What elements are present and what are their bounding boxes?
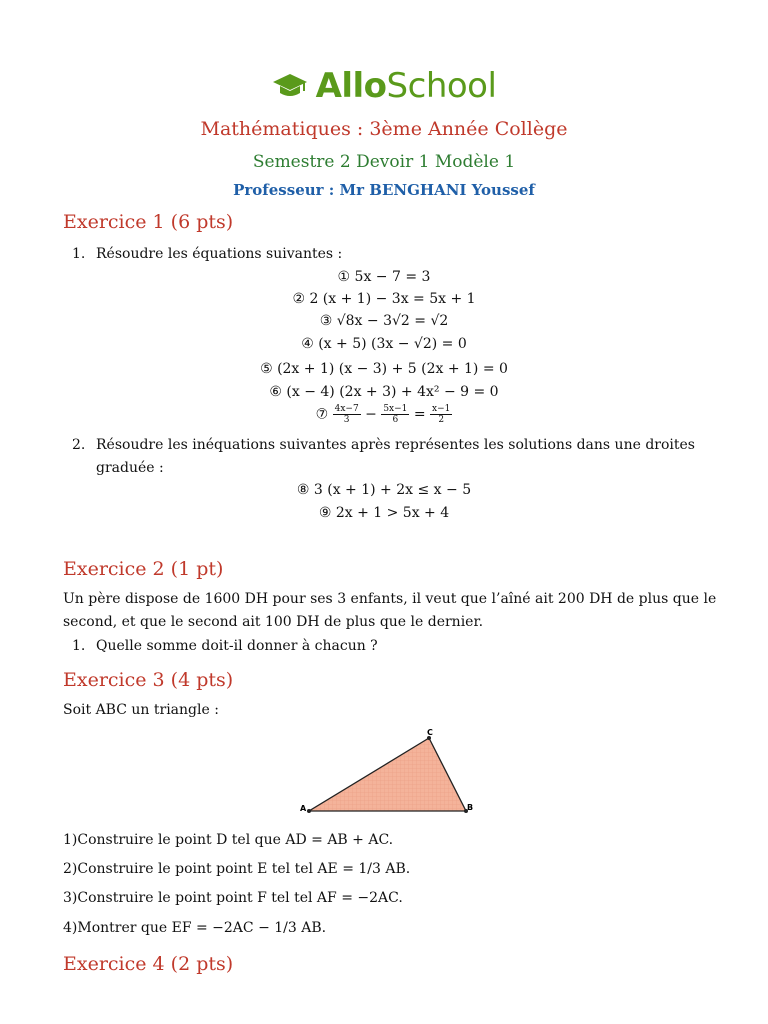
exercise-2-title: Exercice 2 (1 pt) bbox=[63, 558, 224, 580]
exam-subtitle: Semestre 2 Devoir 1 Modèle 1 bbox=[252, 152, 516, 172]
equation-5: ⑤ (2x + 1) (x − 3) + 5 (2x + 1) = 0 bbox=[260, 361, 508, 377]
teacher-name: Professeur : Mr BENGHANI Youssef bbox=[233, 181, 535, 199]
equation-1: ① 5x − 7 = 3 bbox=[337, 269, 431, 285]
logo bbox=[0, 66, 768, 106]
equation-7: ⑦ $\frac{4x-7}{3}$ − $\frac{5x-1}{6}$ = $\frac{x-1}{2}$ bbox=[315, 404, 451, 425]
triangle-abc bbox=[309, 738, 466, 811]
vertex-label-b: B bbox=[467, 803, 474, 812]
ex1-q2-text-line2: graduée : bbox=[96, 460, 164, 476]
exercise-1-title: Exercice 1 (6 pts) bbox=[63, 211, 234, 233]
ex1-q1-text: Résoudre les équations suivantes : bbox=[96, 246, 343, 262]
ex3-q1: 1)Construire le point D tel que AD = AB + AC. bbox=[63, 832, 394, 848]
equation-4: ④ (x + 5) (3x − √2) = 0 bbox=[301, 336, 467, 352]
ex3-q4: 4)Montrer que EF = −2AC − 1/3 AB. bbox=[63, 920, 327, 936]
exercise-3-title: Exercice 3 (4 pts) bbox=[63, 669, 234, 691]
logo-text: AlloSchool bbox=[315, 66, 497, 106]
exercise-4-title: Exercice 4 (2 pts) bbox=[63, 953, 234, 975]
inequation-9: ⑨ 2x + 1 > 5x + 4 bbox=[318, 505, 450, 521]
ex1-q2-text-line1: Résoudre les inéquations suivantes après représentes les solutions dans une droites bbox=[96, 437, 695, 453]
ex2-statement-line2: second, et que le second ait 100 DH de plus que le dernier. bbox=[63, 614, 484, 630]
ex3-intro: Soit ABC un triangle : bbox=[63, 702, 219, 718]
graduation-cap-icon bbox=[272, 72, 308, 100]
ex2-q1-text: Quelle somme doit-il donner à chacun ? bbox=[96, 638, 378, 654]
ex1-q2-number: 2. bbox=[72, 437, 86, 453]
equation-6: ⑥ (x − 4) (2x + 3) + 4x² − 9 = 0 bbox=[269, 384, 499, 400]
ex2-statement-line1: Un père dispose de 1600 DH pour ses 3 enfants, il veut que l’aîné ait 200 DH de plus que le bbox=[63, 591, 717, 607]
ex3-q3: 3)Construire le point point F tel tel AF = −2AC. bbox=[63, 890, 403, 906]
triangle-abc-figure bbox=[296, 724, 486, 820]
equation-3: ③ √8x − 3√2 = √2 bbox=[319, 313, 449, 329]
equation-2: ② 2 (x + 1) − 3x = 5x + 1 bbox=[292, 291, 476, 307]
vertex-label-c: C bbox=[427, 728, 433, 737]
ex2-q1-number: 1. bbox=[72, 638, 86, 654]
subject-title: Mathématiques : 3ème Année Collège bbox=[200, 118, 568, 140]
ex1-q1-number: 1. bbox=[72, 246, 86, 262]
ex3-q2: 2)Construire le point point E tel tel AE = 1/3 AB. bbox=[63, 861, 411, 877]
inequation-8: ⑧ 3 (x + 1) + 2x ≤ x − 5 bbox=[296, 482, 472, 498]
vertex-label-a: A bbox=[300, 804, 307, 813]
